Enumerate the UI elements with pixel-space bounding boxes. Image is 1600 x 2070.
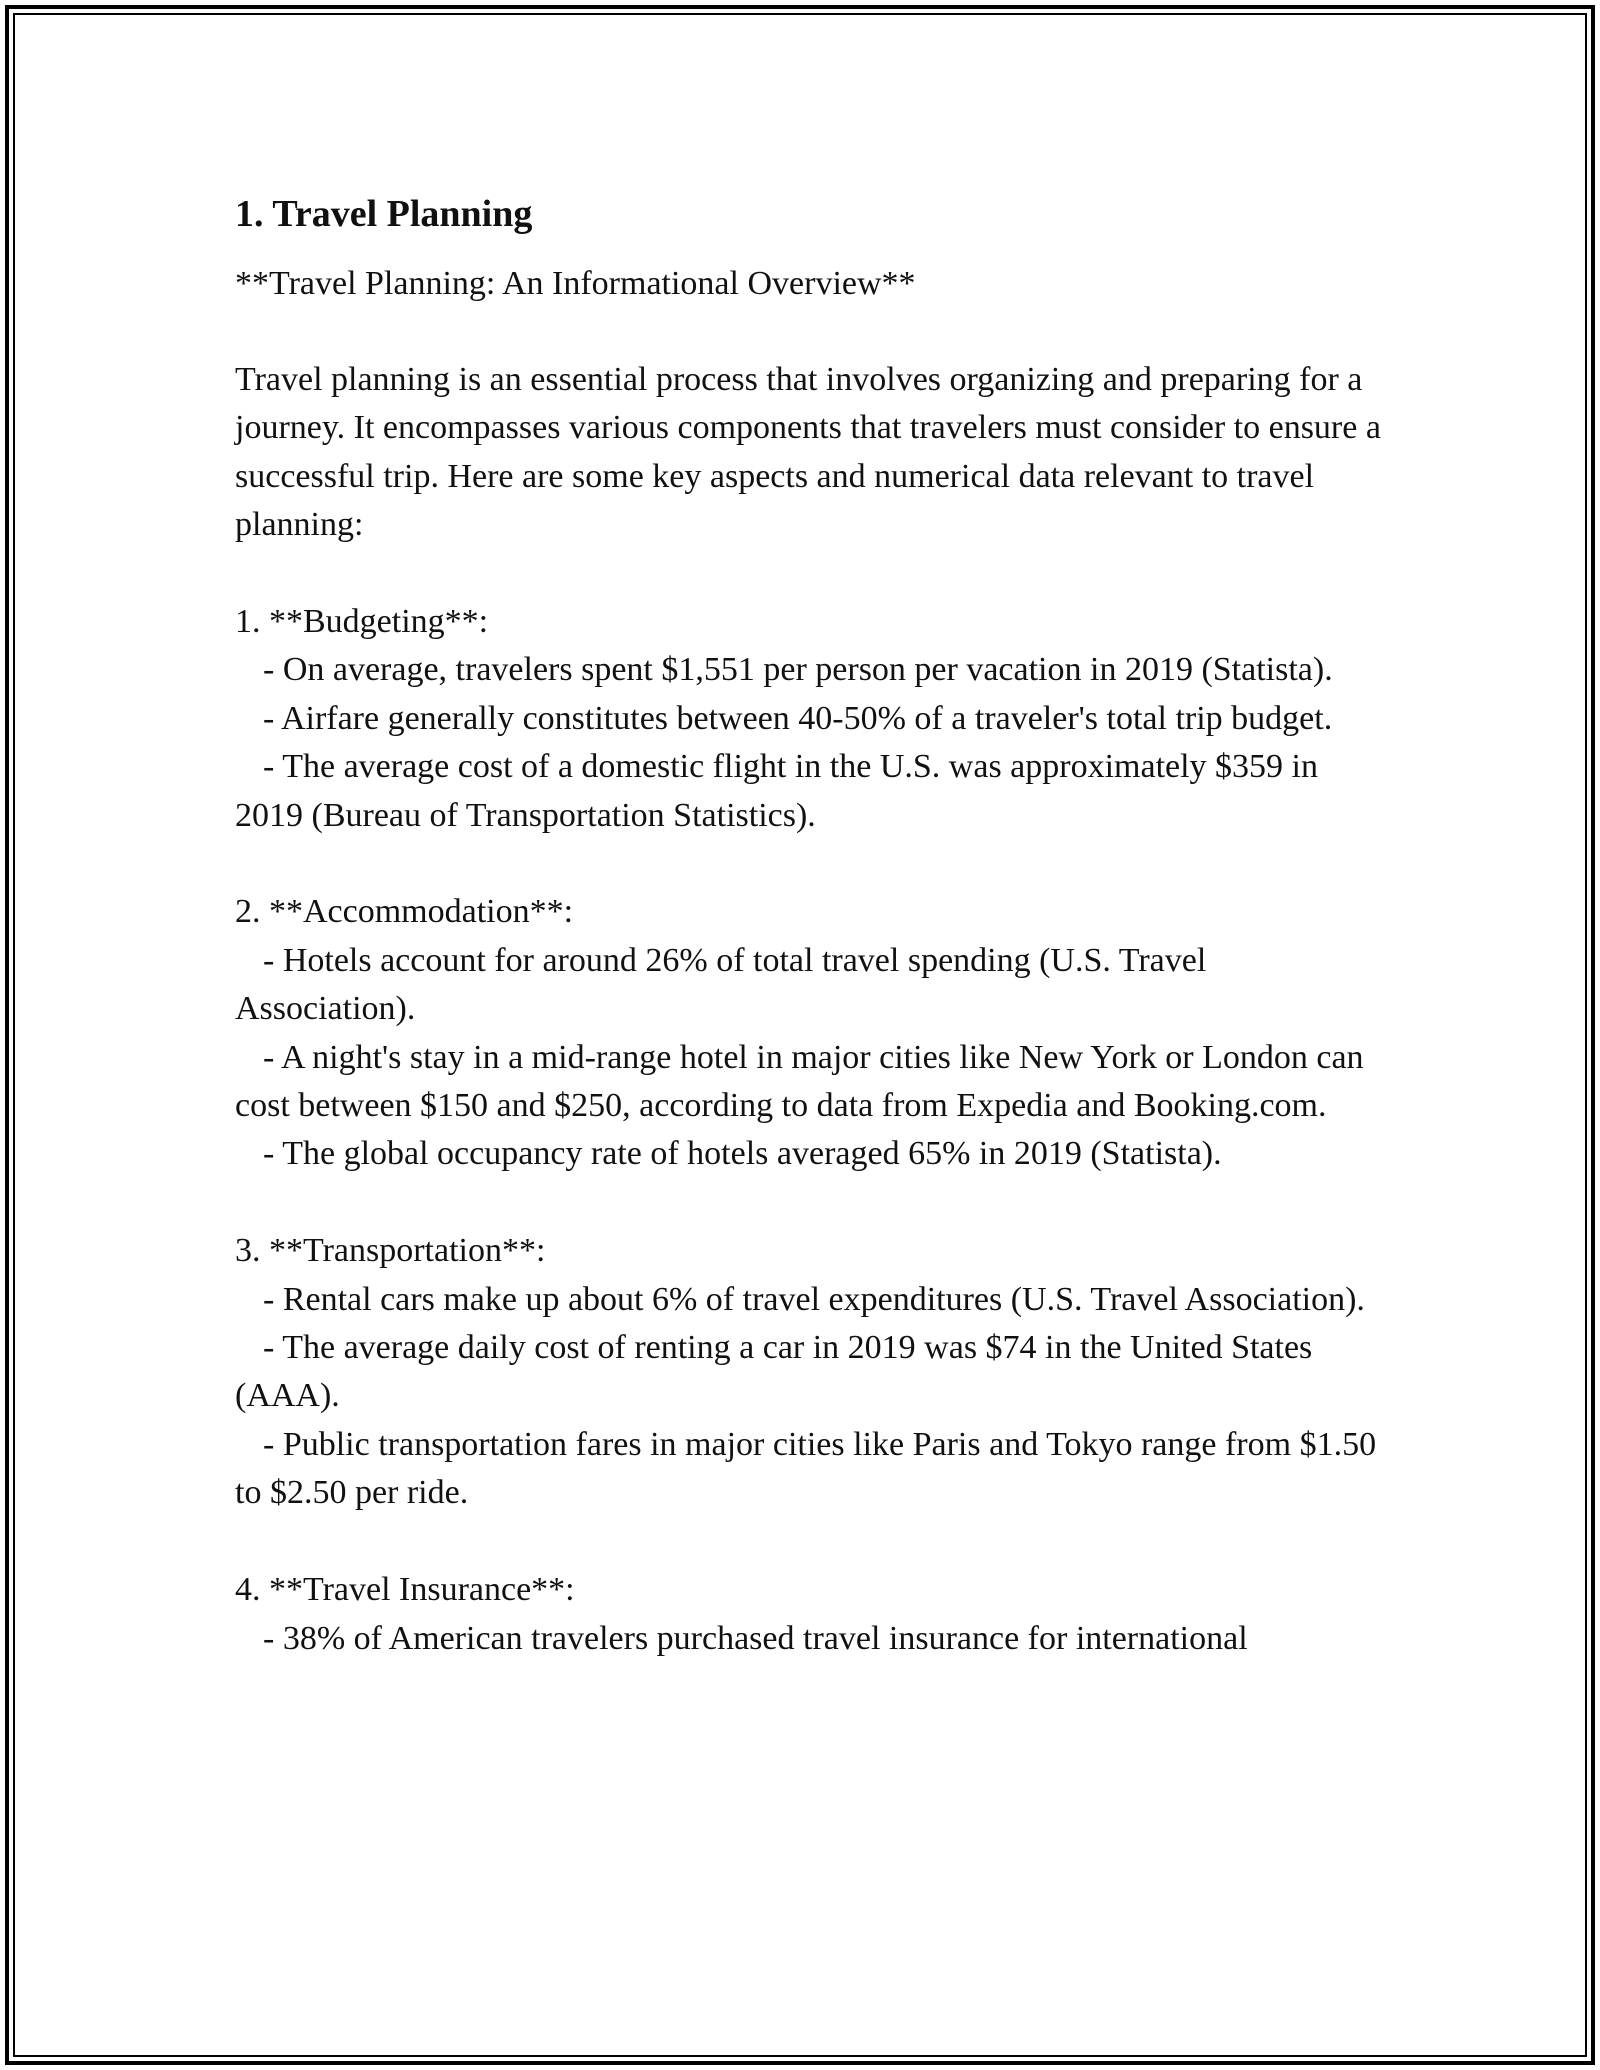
page-title: 1. Travel Planning: [235, 193, 533, 235]
section-accommodation: [235, 888, 1385, 1178]
list-item: - Rental cars make up about 6% of travel expenditures (U.S. Travel Association).: [263, 1280, 1365, 1318]
list-item: - 38% of American travelers purchased travel insurance for international: [263, 1619, 1248, 1657]
list-item: - A night's stay in a mid-range hotel in major cities like New York or London can cost between $150 and $250, according to data from Expedia and Booking.com.: [235, 1038, 1364, 1125]
list-item: - On average, travelers spent $1,551 per person per vacation in 2019 (Statista).: [263, 651, 1333, 689]
section-title: 4. **Travel Insurance**:: [235, 1571, 575, 1609]
list-item: - Public transportation fares in major cities like Paris and Tokyo range from $1.50 to $2.50 per ride.: [235, 1425, 1377, 1512]
section-transportation: [235, 1227, 1385, 1517]
section-title: 1. **Budgeting**:: [235, 603, 489, 641]
intro-paragraph: Travel planning is an essential process that involves organizing and preparing for a journey. It encompasses various components that travelers must consider to ensure a successful trip. Here are some key aspects and numerical data relevant to travel planning:: [235, 361, 1381, 544]
section-title: 2. **Accommodation**:: [235, 893, 574, 931]
list-item: - Airfare generally constitutes between 40-50% of a traveler's total trip budget.: [263, 699, 1333, 737]
list-item: - The average daily cost of renting a car in 2019 was $74 in the United States (AAA).: [235, 1329, 1313, 1415]
section-title: 3. **Transportation**:: [235, 1232, 546, 1270]
list-item: - Hotels account for around 26% of total travel spending (U.S. Travel Association).: [235, 941, 1207, 1028]
document-body: [235, 186, 1385, 1663]
list-item: - The average cost of a domestic flight in the U.S. was approximately $359 in 2019 (Bureau of Transportation Statistics).: [235, 748, 1318, 834]
section-travel-insurance: [235, 1566, 1385, 1663]
section-budgeting: [235, 598, 1385, 840]
list-item: - The global occupancy rate of hotels averaged 65% in 2019 (Statista).: [263, 1135, 1222, 1173]
document-subtitle: **Travel Planning: An Informational Overview**: [235, 265, 916, 302]
